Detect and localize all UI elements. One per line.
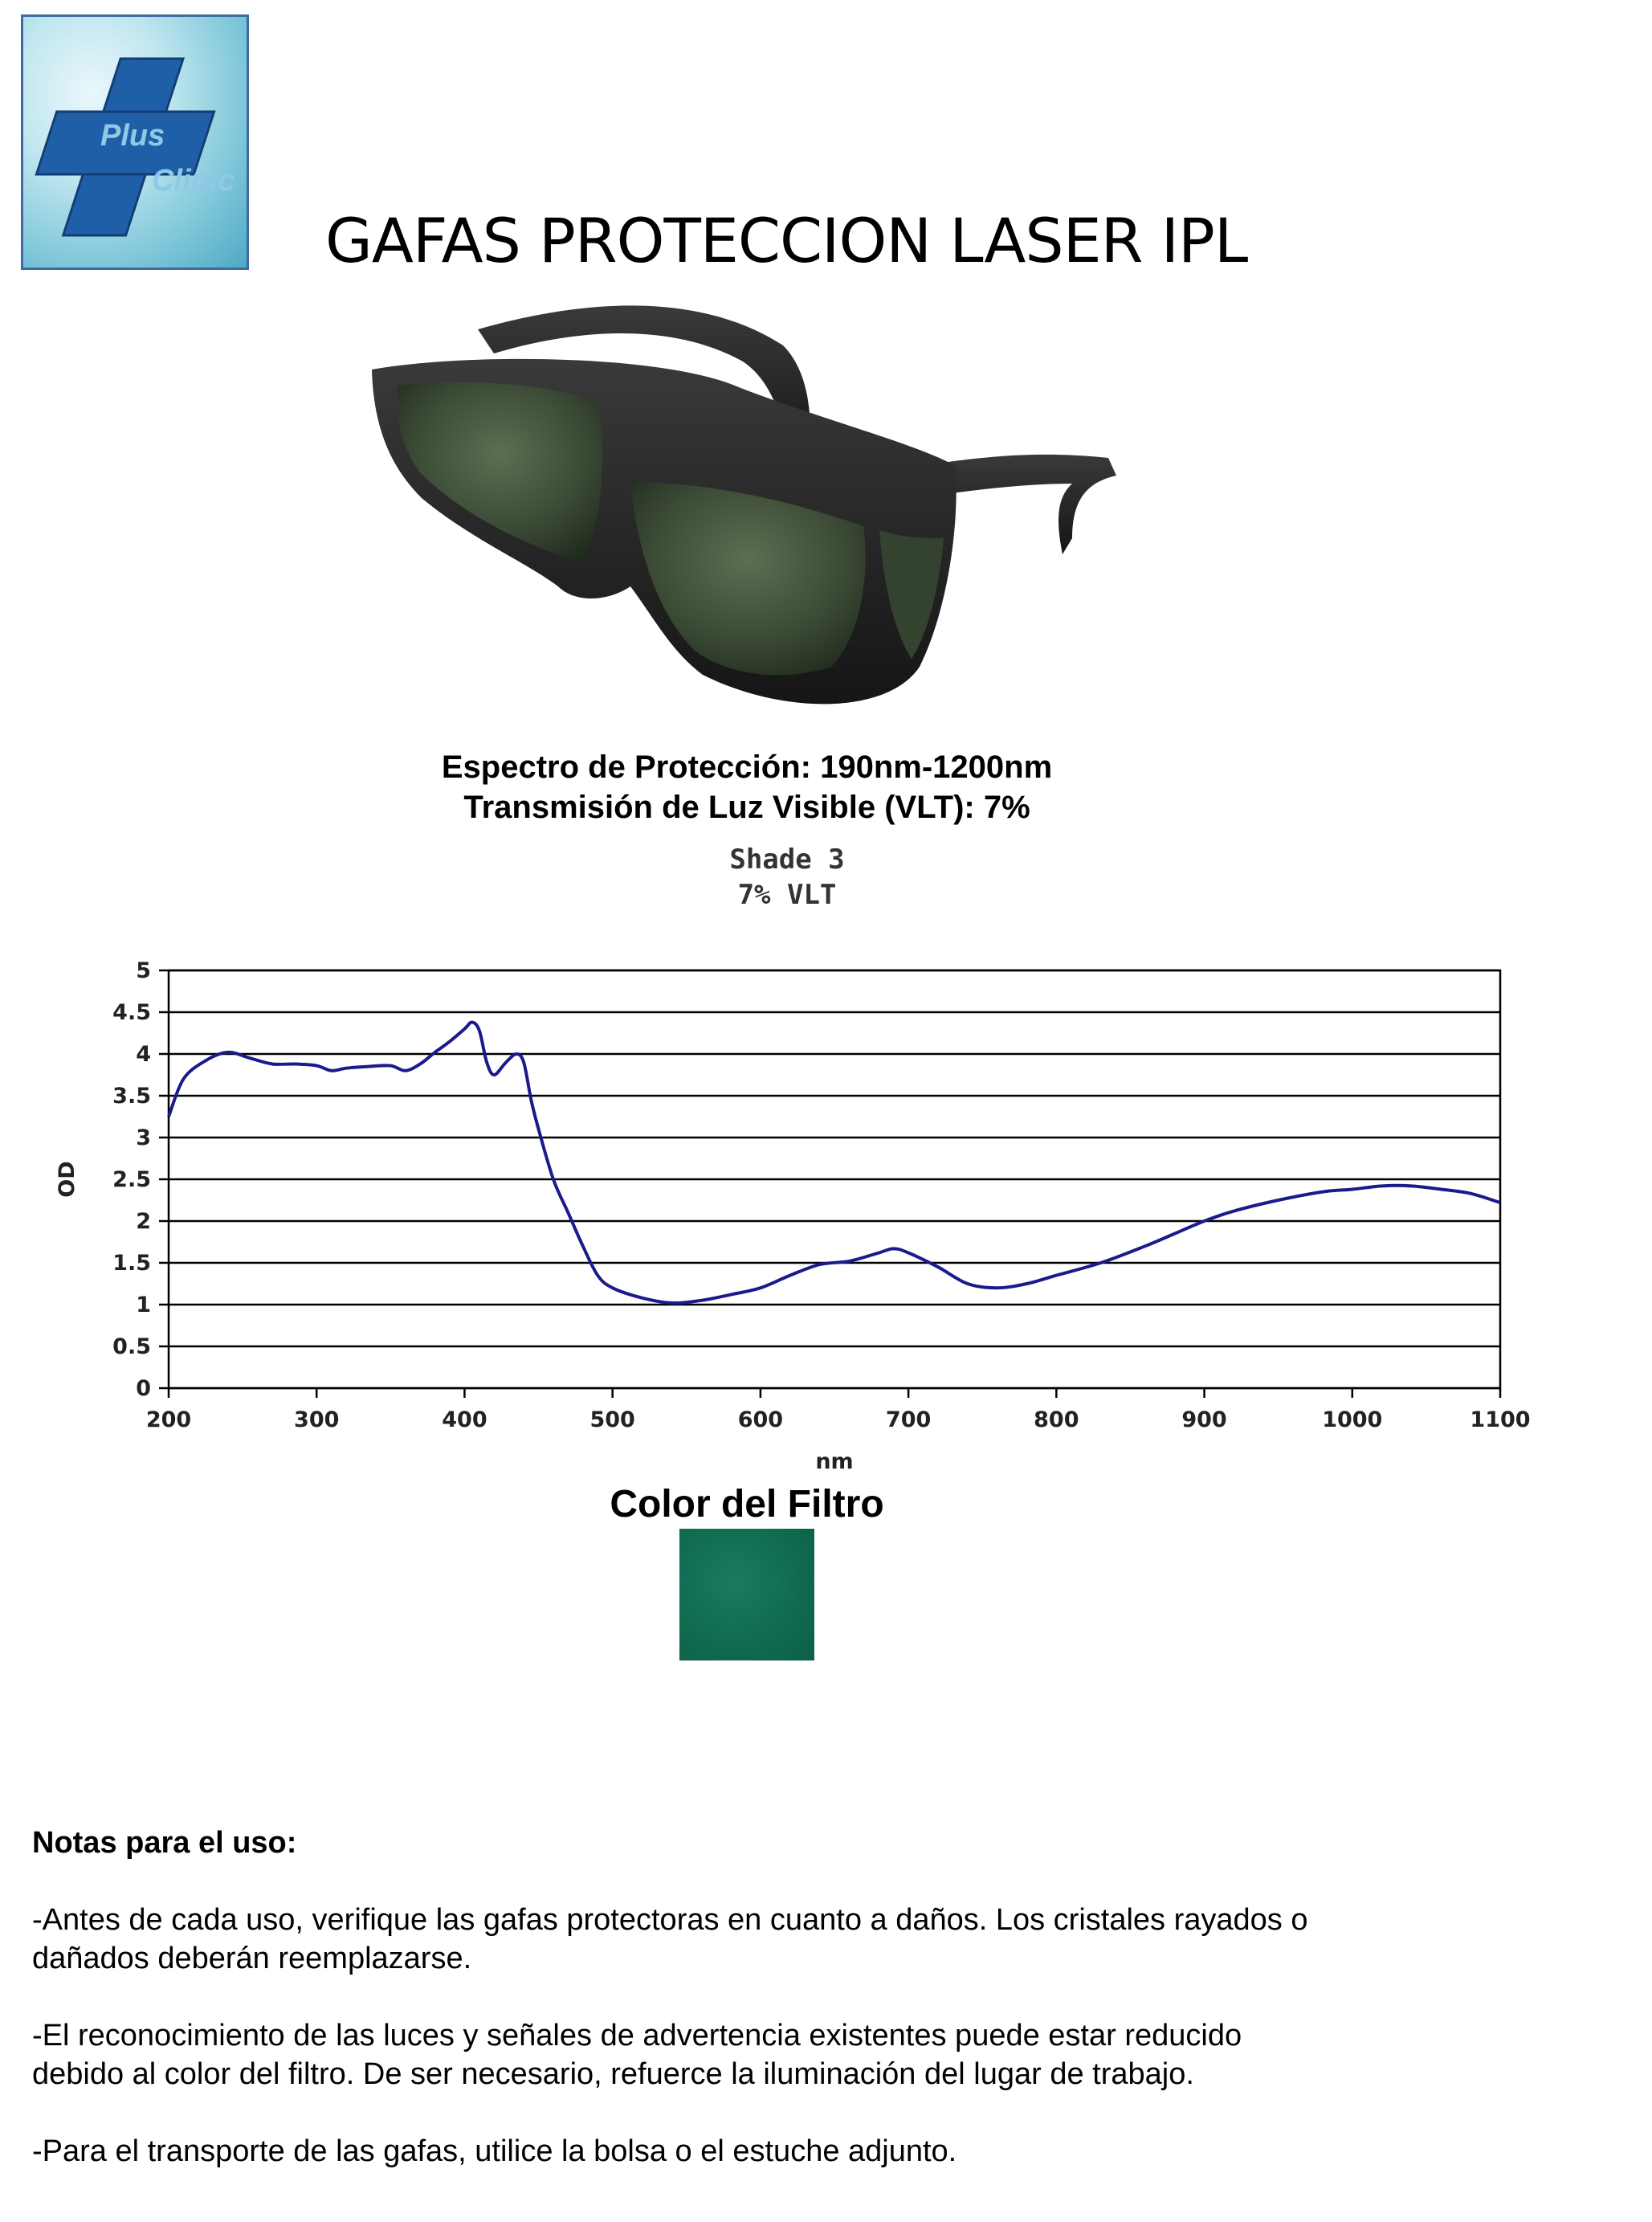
note-line: debido al color del filtro. De ser necesario, refuerce la iluminación del lugar de trabajo. bbox=[32, 2057, 1194, 2091]
plus-cross-icon bbox=[23, 17, 249, 270]
y-tick-label: 1.5 bbox=[112, 1251, 151, 1276]
note-line: -Antes de cada uso, verifique las gafas protectoras en cuanto a daños. Los cristales rayados o bbox=[32, 1903, 1308, 1937]
x-tick-label: 400 bbox=[442, 1407, 487, 1432]
y-tick-label: 3 bbox=[136, 1125, 151, 1150]
y-tick-label: 0 bbox=[136, 1376, 151, 1401]
spec-block bbox=[0, 747, 1494, 827]
note-line: dañados deberán reemplazarse. bbox=[32, 1942, 472, 1975]
x-tick-label: 500 bbox=[589, 1407, 635, 1432]
y-tick-label: 2.5 bbox=[112, 1167, 151, 1192]
chart-heading bbox=[0, 842, 1574, 913]
notes-heading: Notas para el uso: bbox=[32, 1826, 297, 1860]
x-tick-label: 800 bbox=[1034, 1407, 1079, 1432]
visible-light-transmission: Transmisión de Luz Visible (VLT): 7% bbox=[463, 790, 1030, 825]
protective-glasses-image bbox=[365, 297, 1128, 715]
x-axis-label: nm bbox=[815, 1449, 854, 1474]
note-item bbox=[32, 1901, 1558, 1978]
filter-color-swatch bbox=[679, 1529, 814, 1660]
note-line: -Para el transporte de las gafas, utilice la bolsa o el estuche adjunto. bbox=[32, 2134, 957, 2168]
y-tick-label: 3.5 bbox=[112, 1084, 151, 1109]
optical-density-chart bbox=[0, 932, 1652, 1478]
y-tick-label: 0.5 bbox=[112, 1334, 151, 1359]
y-tick-label: 4.5 bbox=[112, 1000, 151, 1025]
x-tick-label: 1100 bbox=[1470, 1407, 1531, 1432]
x-tick-label: 300 bbox=[294, 1407, 340, 1432]
y-tick-label: 4 bbox=[136, 1042, 151, 1067]
chart-heading-shade: Shade 3 bbox=[729, 843, 845, 876]
y-axis-label: OD bbox=[55, 1161, 80, 1198]
y-tick-label: 5 bbox=[136, 958, 151, 983]
x-tick-label: 700 bbox=[885, 1407, 932, 1432]
plus-clinic-logo bbox=[21, 14, 249, 270]
filter-color-label: Color del Filtro bbox=[610, 1483, 884, 1526]
note-line: -El reconocimiento de las luces y señales de advertencia existentes puede estar reducido bbox=[32, 2019, 1242, 2052]
page-title: GAFAS PROTECCION LASER IPL bbox=[325, 205, 1248, 276]
logo-text-plus: Plus bbox=[100, 119, 165, 153]
usage-notes bbox=[32, 1824, 1558, 2209]
chart-heading-vlt: 7% VLT bbox=[737, 879, 837, 911]
note-item bbox=[32, 2132, 1558, 2171]
protection-spectrum: Espectro de Protección: 190nm-1200nm bbox=[441, 750, 1053, 785]
logo-text-clinic: Clinic bbox=[152, 164, 235, 198]
x-tick-label: 600 bbox=[737, 1407, 784, 1432]
y-tick-label: 1 bbox=[136, 1293, 151, 1317]
y-tick-label: 2 bbox=[136, 1209, 151, 1234]
note-item bbox=[32, 2016, 1558, 2093]
x-tick-label: 200 bbox=[145, 1407, 192, 1432]
x-tick-label: 1000 bbox=[1322, 1407, 1383, 1432]
x-tick-label: 900 bbox=[1181, 1407, 1227, 1432]
od-series-line bbox=[169, 1022, 1500, 1303]
